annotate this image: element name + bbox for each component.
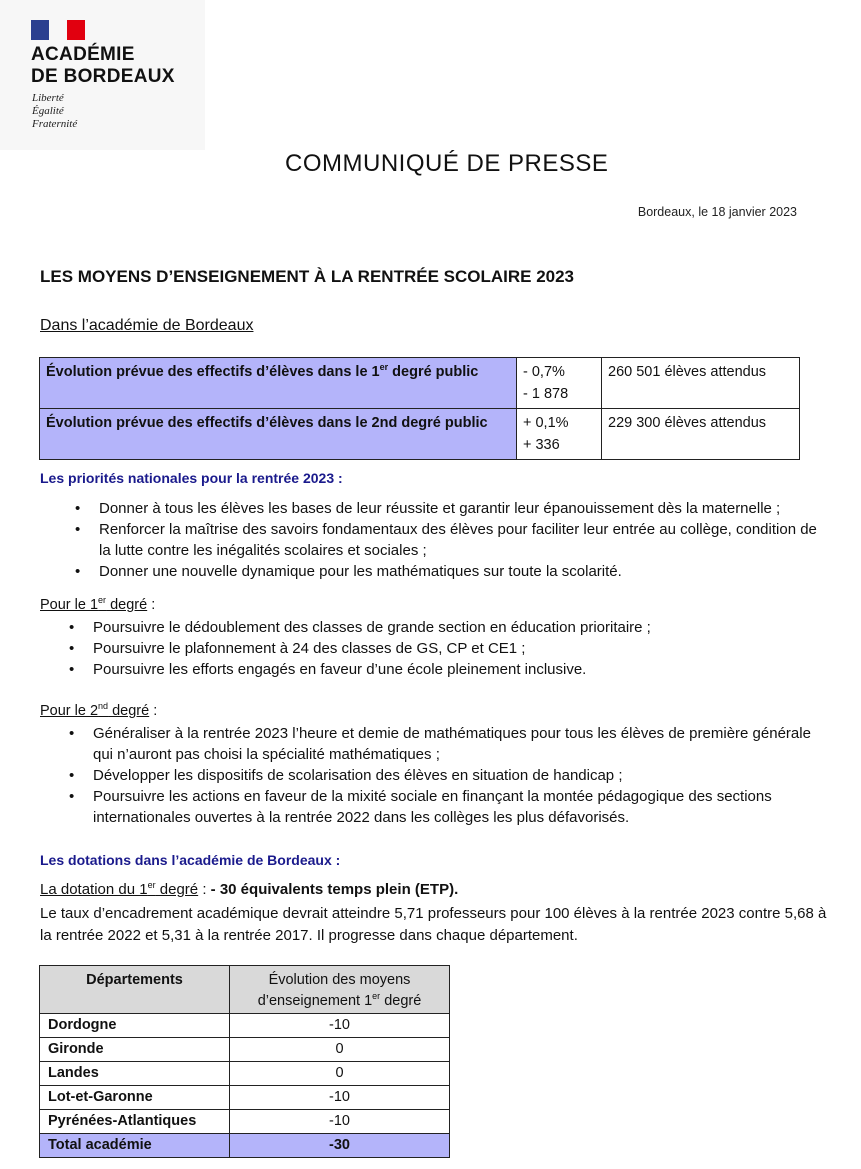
list-item: • Donner à tous les élèves les bases de leur réussite et garantir leur épanouissement dès la maternelle ; <box>67 498 857 519</box>
enrollment-expected: 260 501 élèves attendus <box>602 358 800 409</box>
first-degree-label: Pour le 1er degré : <box>40 595 156 613</box>
motto-egalite: Égalité <box>32 105 64 117</box>
enrollment-change: - 0,7% - 1 878 <box>517 358 602 409</box>
col-header-departments: Départements <box>40 966 230 1014</box>
list-item: • Développer les dispositifs de scolarisation des élèves en situation de handicap ; <box>61 765 831 786</box>
dotation-first-degree: La dotation du 1er degré : - 30 équivalents temps plein (ETP). <box>40 880 459 898</box>
table-row: Landes 0 <box>40 1062 450 1086</box>
release-date: Bordeaux, le 18 janvier 2023 <box>637 205 797 219</box>
enrollment-table <box>39 357 800 460</box>
dotation-value: - 30 équivalents temps plein (ETP). <box>210 881 459 898</box>
dotations-heading: Les dotations dans l’académie de Bordeaux : <box>40 852 341 868</box>
logo-line-2: DE BORDEAUX <box>31 66 175 87</box>
section-subtitle: Dans l’académie de Bordeaux <box>40 317 254 334</box>
table-total-row: Total académie -30 <box>40 1134 450 1158</box>
logo-line-1: ACADÉMIE <box>31 44 135 65</box>
table-row: Lot-et-Garonne -10 <box>40 1086 450 1110</box>
col-header-evolution: Évolution des moyens d’enseignement 1er degré <box>230 966 450 1014</box>
list-item: • Poursuivre les efforts engagés en faveur d’une école pleinement inclusive. <box>61 659 851 680</box>
enrollment-expected: 229 300 élèves attendus <box>602 409 800 460</box>
enrollment-label: Évolution prévue des effectifs d’élèves dans le 2nd degré public <box>40 409 517 460</box>
enrollment-change: + 0,1% + 336 <box>517 409 602 460</box>
list-item: • Poursuivre les actions en faveur de la mixité sociale en finançant la montée pédagogique des sections internationales ouvertes à la rentrée 2022 dans les collèges les plus défavorisés. <box>61 786 823 828</box>
table-row: Pyrénées-Atlantiques -10 <box>40 1110 450 1134</box>
logo-motto <box>32 92 77 131</box>
second-degree-list <box>61 723 831 828</box>
list-item: • Poursuivre le dédoublement des classes de grande section en éducation prioritaire ; <box>61 617 851 638</box>
marianne-flag-icon <box>31 20 85 40</box>
priorities-list <box>67 498 857 582</box>
list-item: • Généraliser à la rentrée 2023 l’heure et demie de mathématiques pour tous les élèves de première générale qui n’auront pas choisi la spécialité mathématiques ; <box>61 723 831 765</box>
motto-fraternite: Fraternité <box>32 118 78 130</box>
press-release-title: COMMUNIQUÉ DE PRESSE <box>285 150 609 177</box>
table-header-row <box>40 966 450 1014</box>
academy-logo <box>0 0 205 150</box>
main-title: LES MOYENS D’ENSEIGNEMENT À LA RENTRÉE SCOLAIRE 2023 <box>40 267 575 286</box>
second-degree-label: Pour le 2nd degré : <box>40 701 158 719</box>
motto-liberte: Liberté <box>32 92 64 104</box>
table-row <box>40 358 800 409</box>
enrollment-label: Évolution prévue des effectifs d’élèves dans le 1er degré public <box>40 358 517 409</box>
list-item: • Donner une nouvelle dynamique pour les mathématiques sur toute la scolarité. <box>67 561 857 582</box>
list-item: • Renforcer la maîtrise des savoirs fondamentaux des élèves pour faciliter leur entrée au collège, condition de la lutte contre les inégalités scolaires et sociales ; <box>67 519 819 561</box>
table-row <box>40 409 800 460</box>
priorities-heading: Les priorités nationales pour la rentrée 2023 : <box>40 470 343 486</box>
logo-name <box>31 44 175 88</box>
table-row: Gironde 0 <box>40 1038 450 1062</box>
table-row: Dordogne -10 <box>40 1014 450 1038</box>
first-degree-list <box>61 617 851 680</box>
departments-table <box>39 965 450 1158</box>
dotation-paragraph: Le taux d’encadrement académique devrait atteindre 5,71 professeurs pour 100 élèves à la rentrée 2023 contre 5,68 à la rentrée 2022 et 5,31 à la rentrée 2017. Il progresse dans chaque département. <box>40 905 827 944</box>
list-item: • Poursuivre le plafonnement à 24 des classes de GS, CP et CE1 ; <box>61 638 851 659</box>
